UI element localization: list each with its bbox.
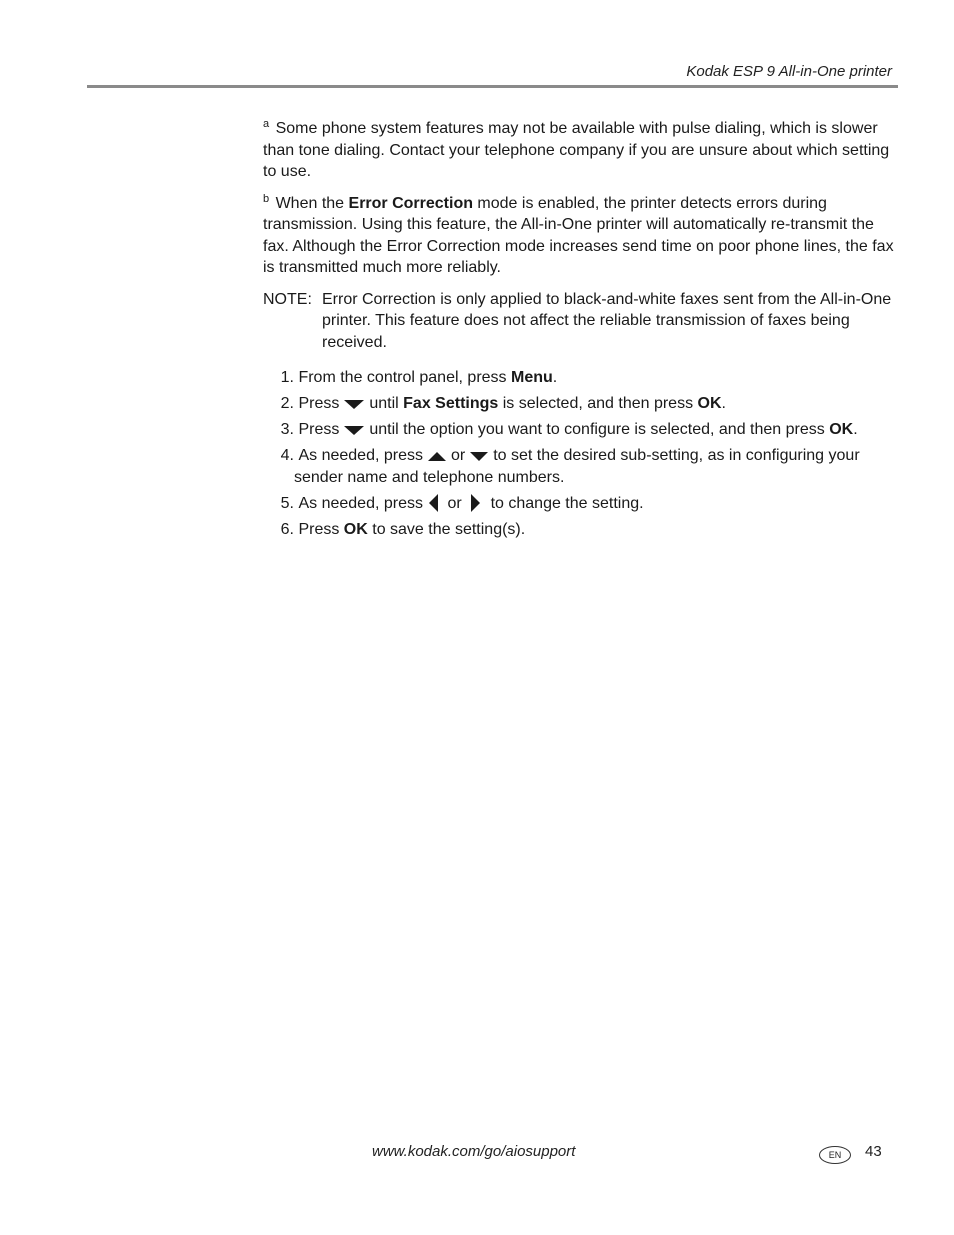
left-arrow-icon [427,493,439,513]
footnote-text: mode is enabled, the printer detects errors during transmission. Using this feature, the All-in-One printer will automatically re-transmit the fax. Although the Error Correction mode increases send time on poor phone lines, the fax is transmitted much more reliably. [263,194,894,276]
note-text: Error Correction is only applied to black-and-white faxes sent from the All-in-One printer. This feature does not affect the reliable transmission of faxes being received. [322,290,892,351]
footnote-bold-term: Error Correction [348,194,473,212]
page-header-title: Kodak ESP 9 All-in-One printer [686,63,892,80]
step-text: As needed, press or to change the setting. [298,494,644,512]
note-label: NOTE: [263,290,312,308]
header-rule [87,85,898,88]
step-number: 6. [280,520,294,538]
steps-list [263,367,903,540]
down-arrow-icon [343,424,365,436]
page-content [263,118,903,545]
step-number: 5. [280,494,294,512]
list-item [263,419,903,441]
down-arrow-icon [469,450,489,462]
footnote-text: When the [275,194,349,212]
up-arrow-icon [427,450,447,462]
step-text: Press until the option you want to configure is selected, and then press OK. [298,421,858,438]
list-item [263,367,903,389]
note-block [263,289,903,354]
list-item [263,445,903,488]
footnote-marker: a [263,118,270,130]
down-arrow-icon [343,398,365,410]
list-item [263,493,903,515]
footer-url[interactable]: www.kodak.com/go/aiosupport [372,1143,576,1160]
step-text: From the control panel, press Menu. [298,369,558,386]
step-text: Press until Fax Settings is selected, and then press OK. [298,395,726,412]
step-number: 1. [280,369,294,386]
right-arrow-icon [470,493,482,513]
footnote-a [263,118,903,183]
step-number: 4. [280,447,294,464]
language-badge: EN [819,1146,851,1164]
step-number: 3. [280,421,294,438]
page-number: 43 [865,1143,882,1160]
list-item [263,519,903,541]
step-text: Press OK to save the setting(s). [298,520,526,538]
footnote-b [263,193,903,279]
footnote-marker: b [263,192,270,205]
step-number: 2. [280,395,294,412]
list-item [263,393,903,415]
footnote-text: Some phone system features may not be available with pulse dialing, which is slower than tone dialing. Contact your telephone company if you are unsure about which setting to use. [263,120,890,180]
step-text: As needed, press or to set the desired sub-setting, as in configuring your sender name and telephone numbers. [294,447,860,486]
